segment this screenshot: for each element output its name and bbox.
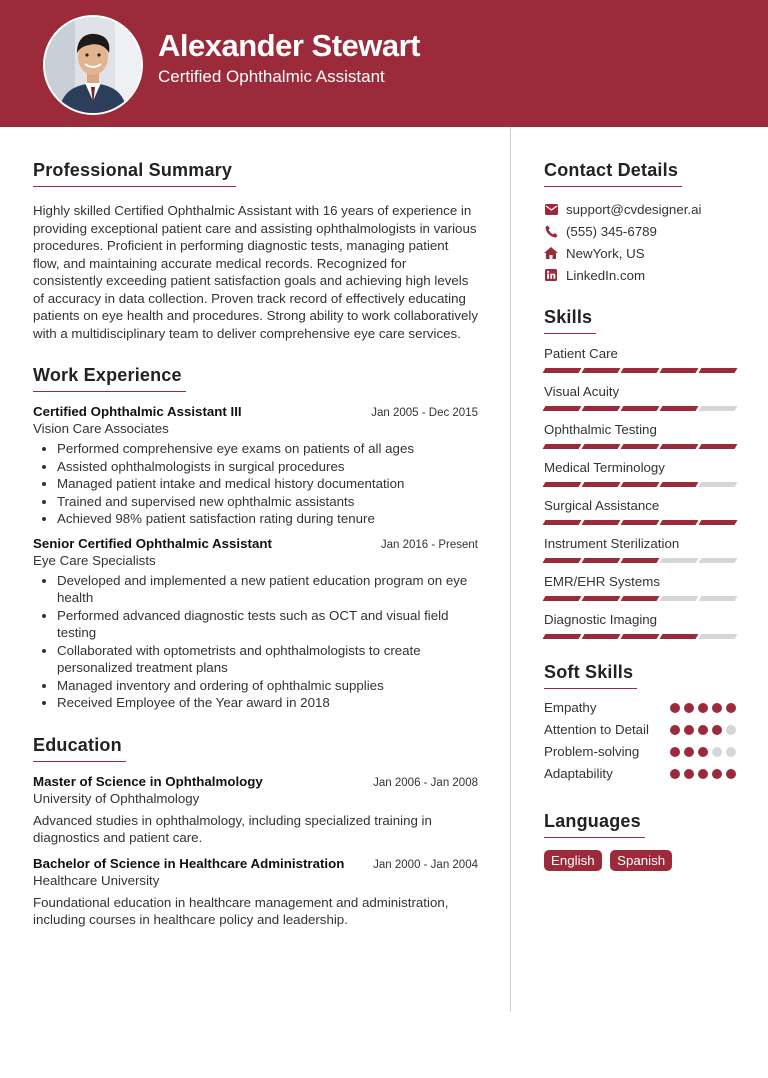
education-heading: Education (33, 735, 126, 762)
skill-level-segment (621, 596, 660, 601)
list-item: • Collaborated with optometrists and ophthalmologists to create personalized treatment plans (57, 642, 478, 677)
skill-level-segment (621, 444, 660, 449)
rating-dot (670, 769, 680, 779)
contact-phone-text: (555) 345-6789 (566, 223, 657, 239)
summary-heading: Professional Summary (33, 160, 236, 187)
list-item: • Managed inventory and ordering of ophthalmic supplies (57, 677, 478, 695)
skill-name: Diagnostic Imaging (544, 612, 658, 627)
skill-level-segment (699, 596, 738, 601)
skill-level-segment (582, 444, 621, 449)
skill-level-bar (544, 444, 736, 450)
skill-level-segment (660, 520, 699, 525)
contact-linkedin[interactable] (544, 264, 736, 286)
rating-dot (712, 747, 722, 757)
skill-name: Visual Acuity (544, 384, 620, 399)
rating-dot (698, 747, 708, 757)
contact-location-text: NewYork, US (566, 245, 645, 261)
soft-skill-name: Problem-solving (544, 744, 640, 759)
soft-skill-item (544, 765, 736, 783)
list-item: • Assisted ophthalmologists in surgical procedures (57, 458, 478, 476)
candidate-name: Alexander Stewart (158, 28, 420, 63)
skill-level-segment (543, 634, 582, 639)
rating-dot (670, 725, 680, 735)
skill-name: EMR/EHR Systems (544, 574, 660, 589)
skill-level-segment (543, 368, 582, 373)
rating-dot (712, 725, 722, 735)
soft-skill-item (544, 743, 736, 761)
degree-title: Master of Science in Ophthalmology (33, 773, 263, 789)
soft-skill-rating (670, 747, 736, 757)
contact-linkedin-text: LinkedIn.com (566, 267, 646, 283)
skill-level-segment (660, 368, 699, 373)
skills-heading: Skills (544, 307, 596, 334)
avatar (43, 15, 143, 115)
list-item: • Received Employee of the Year award in 2018 (57, 694, 478, 712)
column-divider (510, 127, 511, 1012)
skill-level-segment (582, 596, 621, 601)
profile-photo (45, 17, 141, 113)
skill-level-segment (582, 558, 621, 563)
school-name: Healthcare University (33, 872, 160, 888)
skill-level-segment (660, 406, 699, 411)
skill-level-bar (544, 520, 736, 526)
job-company: Eye Care Specialists (33, 552, 156, 568)
skill-level-segment (660, 558, 699, 563)
language-badge: English (544, 850, 602, 871)
job-company: Vision Care Associates (33, 421, 169, 436)
skill-name: Surgical Assistance (544, 498, 660, 513)
skill-item (544, 460, 736, 488)
soft-skill-name: Adaptability (544, 766, 613, 781)
skill-level-segment (699, 634, 738, 639)
rating-dot (698, 769, 708, 779)
list-item: • Performed advanced diagnostic tests such as OCT and visual field testing (57, 607, 478, 642)
skill-level-segment (621, 482, 660, 487)
home-icon (544, 246, 558, 260)
skill-level-segment (582, 482, 621, 487)
skill-item (544, 384, 736, 412)
education-section (33, 735, 478, 929)
skill-name: Instrument Sterilization (544, 536, 680, 551)
rating-dot (726, 703, 736, 713)
skill-level-segment (543, 482, 582, 487)
skill-name: Patient Care (544, 346, 618, 361)
skill-name: Medical Terminology (544, 460, 665, 475)
languages-heading: Languages (544, 811, 645, 838)
phone-icon (544, 224, 558, 238)
skill-item (544, 346, 736, 374)
skill-level-segment (699, 558, 738, 563)
rating-dot (670, 747, 680, 757)
rating-dot (670, 703, 680, 713)
skill-level-segment (543, 444, 582, 449)
job-bullets (33, 572, 478, 712)
education-description: Foundational education in healthcare management and administration, including courses in healthcare policy and leadership. (33, 894, 449, 927)
list-item: • Managed patient intake and medical history documentation (57, 475, 478, 493)
education-entry (33, 856, 478, 929)
skill-level-segment (582, 368, 621, 373)
job-entry (33, 536, 478, 712)
skill-level-bar (544, 634, 736, 640)
soft-skills-list (544, 699, 736, 783)
skill-level-segment (621, 634, 660, 639)
education-date: Jan 2000 - Jan 2004 (373, 858, 478, 871)
summary-text: Highly skilled Certified Ophthalmic Assistant with 16 years of experience in providing exceptional patient care and assisting ophthalmologists in various procedures. Proficient in performing diagnostic tests, managing patient flow, and maintaining accurate medical records. Recognized for consistently exceeding patient satisfaction goals and achieving high levels of accuracy in data collection. Proven track record of effectively educating patients on eye health and procedures. Strong ability to work collaboratively with a multidisciplinary team to deliver comprehensive eye care services. (33, 203, 478, 341)
soft-skill-rating (670, 725, 736, 735)
skill-name: Ophthalmic Testing (544, 422, 657, 437)
skill-level-segment (621, 558, 660, 563)
soft-skill-name: Attention to Detail (544, 722, 649, 737)
list-item: • Developed and implemented a new patient education program on eye health (57, 572, 478, 607)
skill-level-segment (543, 596, 582, 601)
sidebar-column (544, 160, 736, 871)
main-column (33, 160, 478, 929)
skill-level-segment (699, 520, 738, 525)
rating-dot (684, 725, 694, 735)
job-title: Senior Certified Ophthalmic Assistant (33, 535, 272, 551)
skill-level-segment (660, 634, 699, 639)
contact-heading: Contact Details (544, 160, 682, 187)
skills-list (544, 346, 736, 640)
rating-dot (684, 747, 694, 757)
soft-skill-item (544, 721, 736, 739)
education-entry (33, 774, 478, 847)
contact-email[interactable] (544, 198, 736, 220)
skill-level-bar (544, 596, 736, 602)
skill-level-segment (582, 634, 621, 639)
skill-level-bar (544, 558, 736, 564)
rating-dot (712, 703, 722, 713)
skill-level-bar (544, 368, 736, 374)
skill-item (544, 536, 736, 564)
languages-section (544, 811, 736, 871)
degree-title: Bachelor of Science in Healthcare Administration (33, 855, 345, 871)
rating-dot (684, 703, 694, 713)
rating-dot (698, 703, 708, 713)
job-title: Certified Ophthalmic Assistant III (33, 404, 242, 419)
skill-level-segment (660, 444, 699, 449)
contact-location (544, 242, 736, 264)
linkedin-icon (544, 268, 558, 282)
skill-item (544, 498, 736, 526)
soft-skill-rating (670, 703, 736, 713)
soft-skill-rating (670, 769, 736, 779)
skill-level-segment (621, 406, 660, 411)
skill-level-segment (543, 558, 582, 563)
education-description: Advanced studies in ophthalmology, including specialized training in diagnostics and patient care. (33, 812, 432, 845)
skill-level-segment (582, 406, 621, 411)
list-item: • Performed comprehensive eye exams on patients of all ages (57, 440, 478, 458)
skill-item (544, 612, 736, 640)
email-icon (544, 202, 558, 216)
skill-item (544, 422, 736, 450)
header-banner (0, 0, 768, 127)
summary-section (33, 160, 478, 342)
languages-list (544, 850, 736, 871)
job-date: Jan 2005 - Dec 2015 (371, 407, 478, 419)
school-name: University of Ophthalmology (33, 790, 200, 806)
job-bullets (33, 440, 478, 528)
soft-skill-name: Empathy (544, 700, 597, 715)
skill-level-bar (544, 482, 736, 488)
experience-heading: Work Experience (33, 365, 186, 392)
skill-level-segment (660, 596, 699, 601)
job-entry (33, 404, 478, 528)
rating-dot (726, 725, 736, 735)
skill-level-segment (660, 482, 699, 487)
soft-skills-heading: Soft Skills (544, 662, 637, 689)
contact-email-text: support@cvdesigner.ai (566, 201, 702, 217)
candidate-title: Certified Ophthalmic Assistant (158, 67, 385, 86)
skill-item (544, 574, 736, 602)
skill-level-segment (621, 368, 660, 373)
list-item: • Trained and supervised new ophthalmic assistants (57, 493, 478, 511)
rating-dot (726, 747, 736, 757)
contact-phone[interactable] (544, 220, 736, 242)
skills-section (544, 307, 736, 640)
soft-skills-section (544, 662, 736, 783)
rating-dot (726, 769, 736, 779)
language-badge: Spanish (610, 850, 672, 871)
skill-level-segment (543, 520, 582, 525)
contact-section (544, 160, 736, 286)
skill-level-segment (699, 444, 738, 449)
skill-level-bar (544, 406, 736, 412)
list-item: • Achieved 98% patient satisfaction rating during tenure (57, 510, 478, 528)
soft-skill-item (544, 699, 736, 717)
job-date: Jan 2016 - Present (380, 538, 478, 551)
rating-dot (712, 769, 722, 779)
skill-level-segment (621, 520, 660, 525)
skill-level-segment (699, 482, 738, 487)
skill-level-segment (582, 520, 621, 525)
rating-dot (698, 725, 708, 735)
skill-level-segment (699, 406, 738, 411)
skill-level-segment (699, 368, 738, 373)
skill-level-segment (543, 406, 582, 411)
experience-section (33, 365, 478, 712)
rating-dot (684, 769, 694, 779)
education-date: Jan 2006 - Jan 2008 (373, 776, 478, 789)
